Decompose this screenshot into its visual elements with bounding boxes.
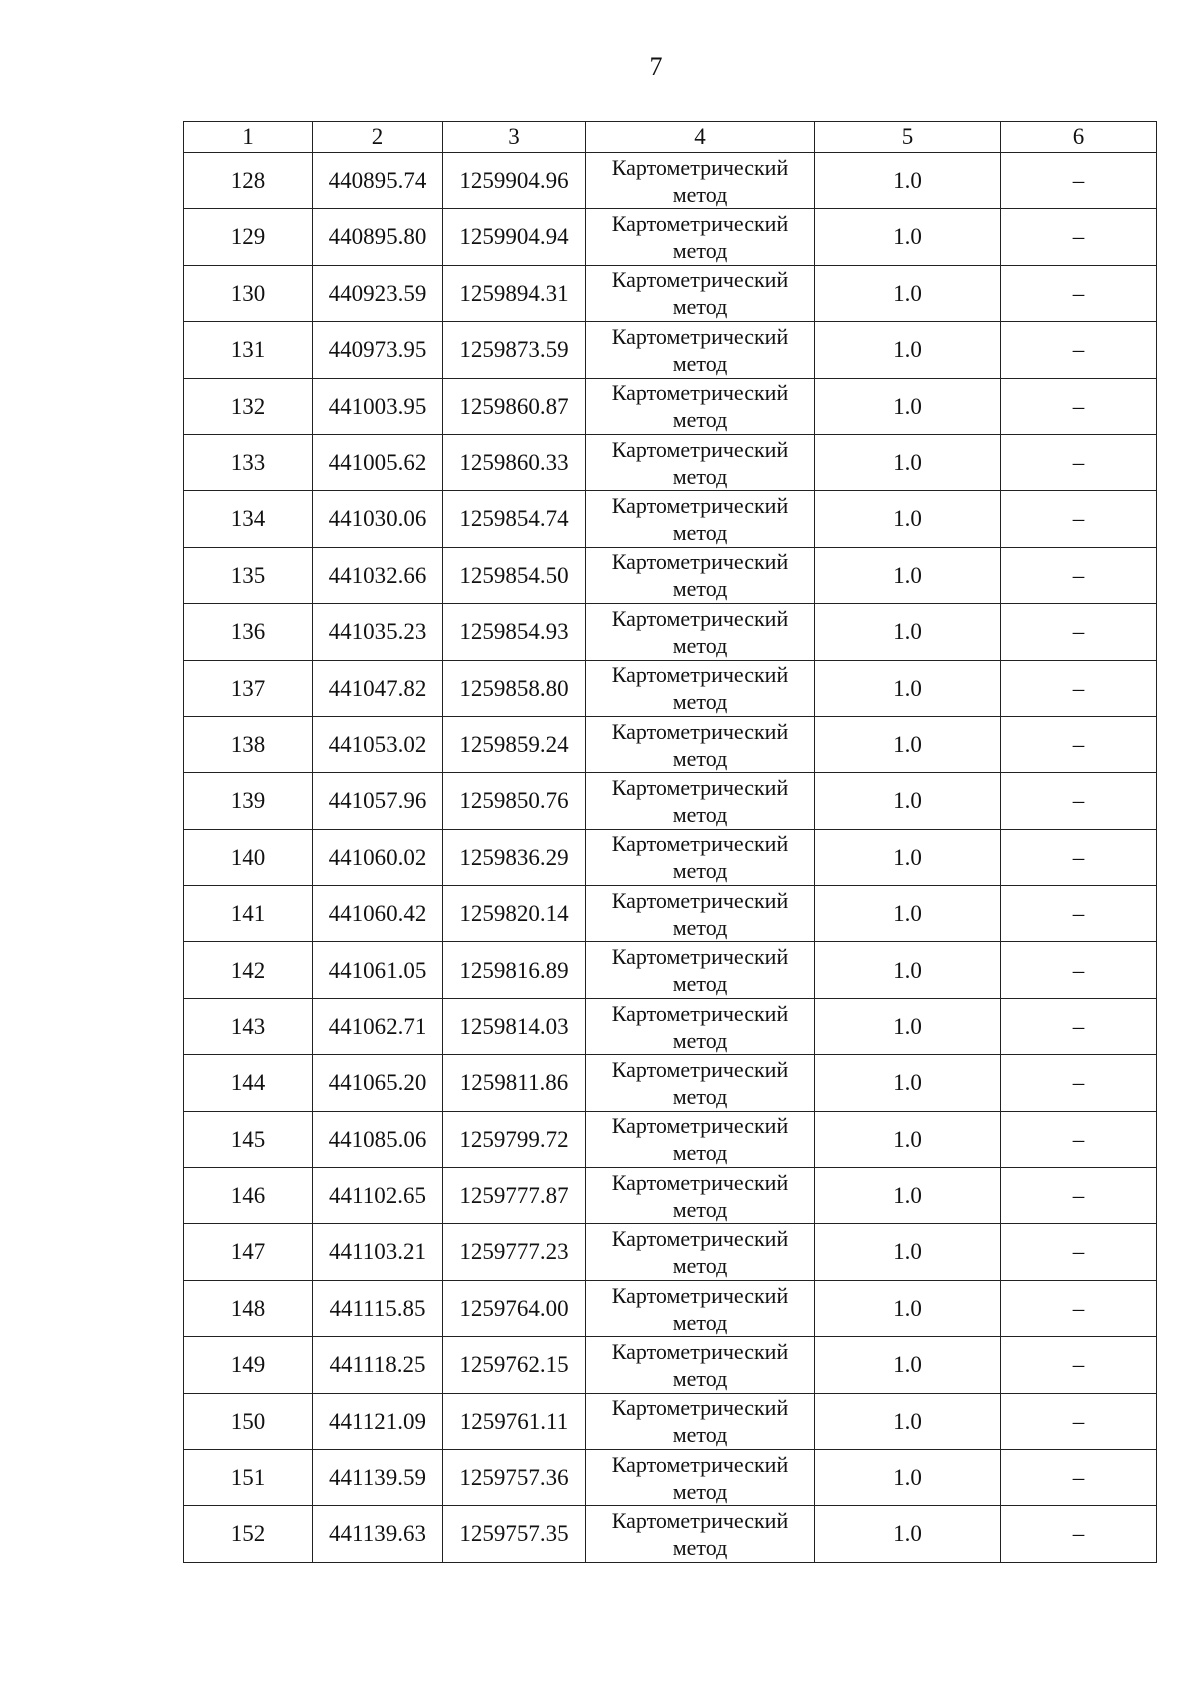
table-row	[184, 1168, 1157, 1224]
method-cell: Картометрический метод	[586, 434, 815, 490]
point-number-cell: 129	[184, 209, 313, 265]
point-number-cell: 132	[184, 378, 313, 434]
note-cell: –	[1001, 1506, 1157, 1562]
y-coordinate-cell: 1259904.94	[443, 209, 586, 265]
note-cell: –	[1001, 1224, 1157, 1280]
note-cell: –	[1001, 1393, 1157, 1449]
table-body	[184, 153, 1157, 1563]
method-cell: Картометрический метод	[586, 773, 815, 829]
point-number-cell: 141	[184, 886, 313, 942]
accuracy-cell: 1.0	[815, 491, 1001, 547]
point-number-cell: 130	[184, 265, 313, 321]
accuracy-cell: 1.0	[815, 998, 1001, 1054]
note-cell: –	[1001, 1055, 1157, 1111]
table-row	[184, 265, 1157, 321]
x-coordinate-cell: 441102.65	[313, 1168, 443, 1224]
y-coordinate-cell: 1259816.89	[443, 942, 586, 998]
method-cell: Картометрический метод	[586, 886, 815, 942]
point-number-cell: 128	[184, 153, 313, 209]
y-coordinate-cell: 1259850.76	[443, 773, 586, 829]
accuracy-cell: 1.0	[815, 547, 1001, 603]
accuracy-cell: 1.0	[815, 1449, 1001, 1505]
method-cell: Картометрический метод	[586, 942, 815, 998]
note-cell: –	[1001, 998, 1157, 1054]
point-number-cell: 150	[184, 1393, 313, 1449]
method-cell: Картометрический метод	[586, 491, 815, 547]
point-number-cell: 135	[184, 547, 313, 603]
method-cell: Картометрический метод	[586, 265, 815, 321]
note-cell: –	[1001, 265, 1157, 321]
method-cell: Картометрический метод	[586, 378, 815, 434]
point-number-cell: 137	[184, 660, 313, 716]
x-coordinate-cell: 441065.20	[313, 1055, 443, 1111]
accuracy-cell: 1.0	[815, 322, 1001, 378]
x-coordinate-cell: 441003.95	[313, 378, 443, 434]
accuracy-cell: 1.0	[815, 1224, 1001, 1280]
table-row	[184, 604, 1157, 660]
point-number-cell: 144	[184, 1055, 313, 1111]
table-row	[184, 322, 1157, 378]
y-coordinate-cell: 1259859.24	[443, 716, 586, 772]
note-cell: –	[1001, 547, 1157, 603]
x-coordinate-cell: 440895.74	[313, 153, 443, 209]
x-coordinate-cell: 441005.62	[313, 434, 443, 490]
y-coordinate-cell: 1259860.33	[443, 434, 586, 490]
x-coordinate-cell: 441057.96	[313, 773, 443, 829]
header-col-6: 6	[1001, 122, 1157, 153]
accuracy-cell: 1.0	[815, 1337, 1001, 1393]
method-cell: Картометрический метод	[586, 829, 815, 885]
point-number-cell: 143	[184, 998, 313, 1054]
note-cell: –	[1001, 716, 1157, 772]
method-cell: Картометрический метод	[586, 1055, 815, 1111]
accuracy-cell: 1.0	[815, 1055, 1001, 1111]
header-col-1: 1	[184, 122, 313, 153]
note-cell: –	[1001, 322, 1157, 378]
note-cell: –	[1001, 1111, 1157, 1167]
x-coordinate-cell: 441118.25	[313, 1337, 443, 1393]
point-number-cell: 138	[184, 716, 313, 772]
x-coordinate-cell: 441030.06	[313, 491, 443, 547]
method-cell: Картометрический метод	[586, 1449, 815, 1505]
accuracy-cell: 1.0	[815, 829, 1001, 885]
method-cell: Картометрический метод	[586, 716, 815, 772]
table-row	[184, 378, 1157, 434]
note-cell: –	[1001, 1337, 1157, 1393]
note-cell: –	[1001, 209, 1157, 265]
point-number-cell: 151	[184, 1449, 313, 1505]
y-coordinate-cell: 1259777.87	[443, 1168, 586, 1224]
x-coordinate-cell: 441061.05	[313, 942, 443, 998]
y-coordinate-cell: 1259894.31	[443, 265, 586, 321]
note-cell: –	[1001, 886, 1157, 942]
method-cell: Картометрический метод	[586, 1393, 815, 1449]
table-row	[184, 1224, 1157, 1280]
point-number-cell: 148	[184, 1280, 313, 1336]
y-coordinate-cell: 1259762.15	[443, 1337, 586, 1393]
table-row	[184, 209, 1157, 265]
coordinates-table	[183, 121, 1157, 1563]
y-coordinate-cell: 1259814.03	[443, 998, 586, 1054]
accuracy-cell: 1.0	[815, 1393, 1001, 1449]
header-col-2: 2	[313, 122, 443, 153]
point-number-cell: 146	[184, 1168, 313, 1224]
method-cell: Картометрический метод	[586, 1506, 815, 1562]
table-row	[184, 1337, 1157, 1393]
note-cell: –	[1001, 660, 1157, 716]
point-number-cell: 142	[184, 942, 313, 998]
x-coordinate-cell: 440923.59	[313, 265, 443, 321]
table-row	[184, 1111, 1157, 1167]
header-col-4: 4	[586, 122, 815, 153]
table-row	[184, 491, 1157, 547]
method-cell: Картометрический метод	[586, 547, 815, 603]
accuracy-cell: 1.0	[815, 773, 1001, 829]
table-row	[184, 434, 1157, 490]
method-cell: Картометрический метод	[586, 1337, 815, 1393]
table-row	[184, 547, 1157, 603]
x-coordinate-cell: 441121.09	[313, 1393, 443, 1449]
table-row	[184, 1280, 1157, 1336]
accuracy-cell: 1.0	[815, 1111, 1001, 1167]
y-coordinate-cell: 1259761.11	[443, 1393, 586, 1449]
method-cell: Картометрический метод	[586, 1111, 815, 1167]
point-number-cell: 131	[184, 322, 313, 378]
y-coordinate-cell: 1259873.59	[443, 322, 586, 378]
note-cell: –	[1001, 1449, 1157, 1505]
method-cell: Картометрический метод	[586, 209, 815, 265]
note-cell: –	[1001, 604, 1157, 660]
x-coordinate-cell: 441060.42	[313, 886, 443, 942]
y-coordinate-cell: 1259904.96	[443, 153, 586, 209]
accuracy-cell: 1.0	[815, 153, 1001, 209]
y-coordinate-cell: 1259854.50	[443, 547, 586, 603]
x-coordinate-cell: 440895.80	[313, 209, 443, 265]
accuracy-cell: 1.0	[815, 265, 1001, 321]
note-cell: –	[1001, 434, 1157, 490]
point-number-cell: 147	[184, 1224, 313, 1280]
method-cell: Картометрический метод	[586, 153, 815, 209]
method-cell: Картометрический метод	[586, 322, 815, 378]
point-number-cell: 134	[184, 491, 313, 547]
table-row	[184, 153, 1157, 209]
x-coordinate-cell: 441139.59	[313, 1449, 443, 1505]
table-row	[184, 716, 1157, 772]
table-row	[184, 660, 1157, 716]
y-coordinate-cell: 1259858.80	[443, 660, 586, 716]
page-number: 7	[649, 52, 663, 81]
x-coordinate-cell: 441139.63	[313, 1506, 443, 1562]
table-row	[184, 998, 1157, 1054]
header-col-3: 3	[443, 122, 586, 153]
y-coordinate-cell: 1259777.23	[443, 1224, 586, 1280]
y-coordinate-cell: 1259799.72	[443, 1111, 586, 1167]
table-row	[184, 829, 1157, 885]
accuracy-cell: 1.0	[815, 942, 1001, 998]
table-row	[184, 1449, 1157, 1505]
x-coordinate-cell: 441062.71	[313, 998, 443, 1054]
method-cell: Картометрический метод	[586, 1224, 815, 1280]
x-coordinate-cell: 441115.85	[313, 1280, 443, 1336]
y-coordinate-cell: 1259854.74	[443, 491, 586, 547]
x-coordinate-cell: 441047.82	[313, 660, 443, 716]
x-coordinate-cell: 441053.02	[313, 716, 443, 772]
accuracy-cell: 1.0	[815, 1168, 1001, 1224]
y-coordinate-cell: 1259854.93	[443, 604, 586, 660]
y-coordinate-cell: 1259860.87	[443, 378, 586, 434]
accuracy-cell: 1.0	[815, 209, 1001, 265]
accuracy-cell: 1.0	[815, 886, 1001, 942]
header-row	[184, 122, 1157, 153]
note-cell: –	[1001, 1168, 1157, 1224]
point-number-cell: 139	[184, 773, 313, 829]
y-coordinate-cell: 1259757.35	[443, 1506, 586, 1562]
table-row	[184, 886, 1157, 942]
x-coordinate-cell: 441035.23	[313, 604, 443, 660]
y-coordinate-cell: 1259811.86	[443, 1055, 586, 1111]
table-row	[184, 1506, 1157, 1562]
accuracy-cell: 1.0	[815, 716, 1001, 772]
accuracy-cell: 1.0	[815, 1506, 1001, 1562]
point-number-cell: 140	[184, 829, 313, 885]
note-cell: –	[1001, 1280, 1157, 1336]
note-cell: –	[1001, 153, 1157, 209]
y-coordinate-cell: 1259820.14	[443, 886, 586, 942]
y-coordinate-cell: 1259836.29	[443, 829, 586, 885]
method-cell: Картометрический метод	[586, 1168, 815, 1224]
y-coordinate-cell: 1259757.36	[443, 1449, 586, 1505]
accuracy-cell: 1.0	[815, 604, 1001, 660]
accuracy-cell: 1.0	[815, 1280, 1001, 1336]
table-header	[184, 122, 1157, 153]
method-cell: Картометрический метод	[586, 660, 815, 716]
method-cell: Картометрический метод	[586, 604, 815, 660]
point-number-cell: 133	[184, 434, 313, 490]
point-number-cell: 145	[184, 1111, 313, 1167]
accuracy-cell: 1.0	[815, 660, 1001, 716]
note-cell: –	[1001, 829, 1157, 885]
note-cell: –	[1001, 942, 1157, 998]
header-col-5: 5	[815, 122, 1001, 153]
table-row	[184, 1055, 1157, 1111]
x-coordinate-cell: 441060.02	[313, 829, 443, 885]
x-coordinate-cell: 441085.06	[313, 1111, 443, 1167]
accuracy-cell: 1.0	[815, 378, 1001, 434]
note-cell: –	[1001, 773, 1157, 829]
table-row	[184, 773, 1157, 829]
method-cell: Картометрический метод	[586, 998, 815, 1054]
note-cell: –	[1001, 491, 1157, 547]
accuracy-cell: 1.0	[815, 434, 1001, 490]
point-number-cell: 136	[184, 604, 313, 660]
note-cell: –	[1001, 378, 1157, 434]
x-coordinate-cell: 441032.66	[313, 547, 443, 603]
y-coordinate-cell: 1259764.00	[443, 1280, 586, 1336]
x-coordinate-cell: 441103.21	[313, 1224, 443, 1280]
point-number-cell: 149	[184, 1337, 313, 1393]
table-row	[184, 1393, 1157, 1449]
table-row	[184, 942, 1157, 998]
method-cell: Картометрический метод	[586, 1280, 815, 1336]
x-coordinate-cell: 440973.95	[313, 322, 443, 378]
point-number-cell: 152	[184, 1506, 313, 1562]
